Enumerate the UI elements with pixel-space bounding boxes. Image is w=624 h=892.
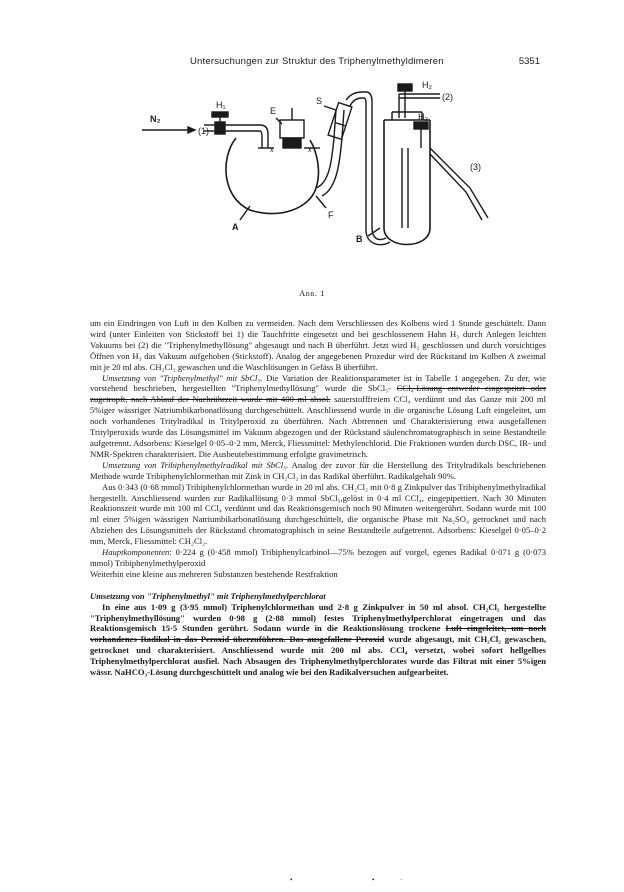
section-gap (90, 580, 546, 591)
label-h3: H₃ (418, 112, 429, 122)
paragraph-3 (90, 460, 546, 482)
apparatus-diagram (140, 78, 510, 278)
label-inlet-3: (3) (470, 162, 481, 172)
footer-mark-3: · (400, 876, 403, 884)
paragraph-1: um ein Eindringen von Luft in den Kolben zu vermeiden. Nach dem Verschliessen des Kolbens wird 1 Stunde geschüttelt. Dann wird (unter Einleiten von Stickstoff bei 1) die Tauchfritte eingesetzt und bei geschlossenem Hahn H₃ durch Anlegen leichten Vakuums bei (2) die "Triphenylmethyllösung" abgesaugt und nach B überführt. Jetzt wird H₂ geschlossen und durch vorsichtiges Öffnen von H₃ das Vakuum aufgehoben (Stickstoff). Analog der angegebenen Prozedur wird der Rückstand im Kolben A zweimal mit je 20 ml abs. CH₂Cl₂ gewaschen und die Waschlösungen in Gefäss B überführt. (90, 318, 546, 372)
stopper-e (283, 138, 301, 148)
n2-arrow-head (188, 127, 195, 133)
footer-marks (0, 876, 624, 886)
paragraph-2-text-a: Die Variation der Reaktionsparameter ist in Tabelle 1 angegeben. Zu der, wie vorstehend beschrieben, hergestellten "Triphenylmethyllösung" wurde die SbCl₅- (90, 372, 546, 394)
paragraph-5-lead: Hauptkomponenten (102, 547, 170, 558)
label-n2: N₂ (150, 114, 161, 124)
h2-stopcock (398, 84, 412, 91)
running-header (100, 56, 540, 70)
label-a: A (232, 222, 239, 232)
paragraph-5 (90, 547, 546, 569)
paragraph-2 (90, 373, 546, 460)
label-h2: H₂ (422, 80, 432, 90)
paragraph-2-text-b: sauerstofffreiem CCl₄ verdünnt und das Ganze mit 200 ml 5%iger wässriger Natriumbikarbonatlösung durchgeschüttelt. Anschliessend wurde in die organische Lösung Luft eingeleitet, um noch vorhandenes Tritylradikal in Tritylperoxid zu überführen. Nach Abtrennen und Charakterisierung etwa ausgefallenen Tritylperoxids wurde das Lösungsmittel im Vakuum abgezogen und der Rückstand säulenchromatographisch in seine Bestandteile aufgetrennt. Adsorbens: Kieselgel 0·05–0·2 mm, Merck, Fliessmittel: Methylenchlorid. Die Fraktionen wurden durch DSC, IR- und NMR-Spektren charakterisiert. Die Ausbeutebestimmung erfolgte gravimetrisch. (90, 394, 546, 459)
vessel-b (384, 120, 430, 245)
paragraph-7-text-a: In eine aus 1·09 g (3·95 mmol) Triphenylchlormethan und 2·8 g Zinkpulver in 50 ml absol. CH₂Cl₂ hergestellte "Triphenylmethyllösung" wurden 0·98 g (2·88 mmol) festes Triphenylmethylperchlorat eingetragen und das Reaktionsgemisch 15·5 Stunden gerührt. Sodann wurde in die Reaktionslösung trockene (90, 601, 546, 634)
apparatus-figure (140, 78, 510, 278)
running-title: Untersuchungen zur Struktur des Triphenylmethyldimeren (190, 56, 444, 67)
footer-mark-1: • (290, 876, 293, 884)
h1-stopcock (215, 122, 225, 134)
label-s: S (316, 96, 323, 106)
paragraph-7-text-b: wurde abgesaugt, mit CH₂Cl₂ gewaschen, getrocknet und charakterisiert. Anschliessend wurde mit 200 ml abs. CCl₄ versetzt, wobei sofort hellgelbes Triphenylmethylperchlorat ausfiel. Nach Absaugen des Triphenylmethylperchlorates wurde das Filtrat mit einer 5%igen wässr. NaHCO₃-Lösung durchgeschüttelt und analog wie bei den Radikalversuchen aufgearbeitet. (90, 634, 546, 678)
article-body (90, 318, 546, 678)
paragraph-7 (90, 602, 546, 678)
page-number: 5351 (518, 56, 540, 67)
label-joint-x2: x (308, 147, 312, 154)
label-joint-x1: x (270, 147, 274, 154)
paragraph-2-lead: Umsetzung von "Triphenylmethyl" mit SbCl₅. (102, 372, 263, 383)
footer-mark-2: • (372, 876, 375, 884)
label-h1: H₁ (216, 100, 226, 110)
paragraph-5-text: : 0·224 g (0·458 mmol) Tribiphenylcarbinol—75% bezogen auf vorgel, egenes Radikal 0·071 g (0·073 mmol) Tribiphenylmethylperoxid (90, 547, 546, 568)
paragraph-3-lead: Umsetzung von Tribiphenylmethylradikal mit SbCl₅. (102, 459, 289, 470)
flask-a-neck (280, 120, 304, 138)
h3-stopcock (414, 122, 428, 129)
paragraph-4: Aus 0·343 (0·68 mmol) Tribiphenylchlormethan wurde in 20 ml abs. CH₂Cl₂ mit 0·8 g Zinkpulver das Tribiphenylmethylradikal hergestellt. Anschliessend wurden zur Radikallösung 0·3 mmol SbCl₅,gelöst in 0·4 ml CCl₄, eingepipettiert. Nach 30 Minuten Reaktionszeit wurde mit 100 ml CCl₄ verdünnt und das Reaktionsgemisch noch 90 Minuten weitergerührt. Sodann wurde mit 100 ml einer 5%igen wässrigen Natriumbikarbonatlösung durchgeschüttelt, die organische Phase mit Na₂SO₄ getrocknet und nach Abziehen des Lösungsmittels der Rückstand chromatographisch in seine Bestandteile aufgetrennt. Adsorbens: Kieselgel 0·05–0·2 mm, Merck, Fliessmittel: CH₂Cl₂. (90, 481, 546, 547)
figure-caption: Abb. 1 (299, 288, 325, 298)
label-e: E (270, 106, 277, 116)
paragraph-2-struck-text: CCl₄-Lösung entweder eingespritzt oder zugetropft, nach Ablauf der Nachrührzeit wurde mit 400 ml absol. (90, 383, 547, 405)
paragraph-6: Weiterhin eine kleine aus mehreren Substanzen bestehende Restfraktion (90, 568, 338, 579)
paragraph-7-struck-text: Luft eingeleitet, um noch vorhandenes Radikal in das Peroxid überzuführen. Das ausgefallene Peroxid (90, 623, 546, 645)
paragraph-3-text: Analog der zuvor für die Herstellung des Tritylradikals beschriebenen Methode wurde Tribiphenylchlormethan mit Zink in CH₂Cl₂ in das Radikal überführt. Radikalgehalt 90%. (90, 459, 546, 481)
section-heading: Umsetzung von "Triphenylmethyl" mit Triphenylmethylperchlorat (90, 590, 326, 601)
label-b: B (356, 234, 363, 244)
label-inlet-1: (1) (198, 126, 209, 136)
label-inlet-2: (2) (442, 92, 453, 102)
label-f: F (328, 210, 334, 220)
